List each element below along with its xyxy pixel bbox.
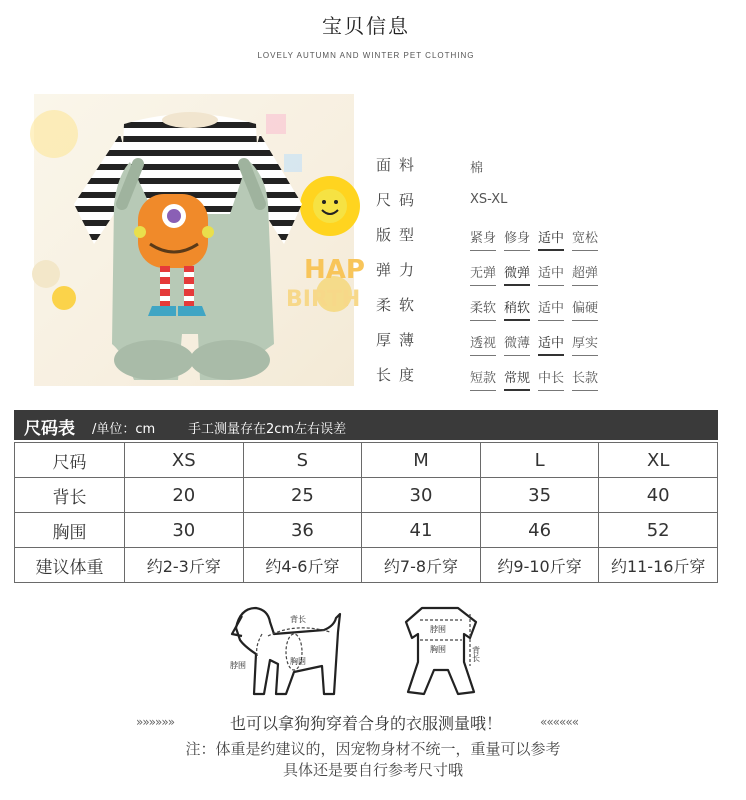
dog-back-label: 背长 bbox=[290, 615, 306, 624]
weight-note-line-1: 注：体重是约建议的，因宠物身材不统一，重量可以参考 bbox=[185, 740, 561, 758]
table-header-cell: S bbox=[243, 443, 362, 478]
table-header-cell: XL bbox=[599, 443, 718, 478]
table-row bbox=[15, 548, 718, 583]
attr-value: 棉 bbox=[470, 161, 484, 176]
cloth-chest-label: 胸围 bbox=[430, 645, 446, 654]
table-header-cell: M bbox=[362, 443, 481, 478]
flower-decoration bbox=[300, 176, 360, 236]
size-chart-note: 手工测量存在2cm左右误差 bbox=[188, 422, 347, 437]
attr-row-thickness bbox=[374, 327, 714, 357]
attr-row-fabric bbox=[374, 152, 714, 182]
table-row bbox=[15, 478, 718, 513]
attr-value: XS-XL bbox=[470, 192, 508, 207]
arrow-decoration-left-icon: »»»»»» bbox=[136, 715, 175, 729]
measure-tip bbox=[0, 711, 732, 733]
table-cell: 约9-10斤穿 bbox=[480, 548, 599, 583]
table-cell: 30 bbox=[125, 513, 244, 548]
product-photo-illustration bbox=[34, 94, 365, 386]
attr-option-selected: 适中 bbox=[538, 332, 564, 356]
table-cell: 约11-16斤穿 bbox=[599, 548, 718, 583]
attr-option: 偏硬 bbox=[572, 297, 598, 321]
attr-option-selected: 微弹 bbox=[504, 262, 530, 286]
table-header-cell: 尺码 bbox=[15, 443, 125, 478]
table-cell: 46 bbox=[480, 513, 599, 548]
attr-option: 中长 bbox=[538, 367, 564, 391]
measurement-diagrams bbox=[226, 600, 516, 704]
attr-label: 尺码 bbox=[376, 191, 423, 209]
table-cell: 约7-8斤穿 bbox=[362, 548, 481, 583]
table-cell: 40 bbox=[599, 478, 718, 513]
attr-option: 宽松 bbox=[572, 227, 598, 251]
table-cell: 20 bbox=[125, 478, 244, 513]
cloth-back-label: 背长 bbox=[471, 646, 481, 662]
page-subtitle: LOVELY AUTUMN AND WINTER PET CLOTHING bbox=[257, 51, 475, 60]
row-label: 胸围 bbox=[15, 513, 125, 548]
table-header-cell: XS bbox=[125, 443, 244, 478]
attr-option: 适中 bbox=[538, 297, 564, 321]
dog-chest-label: 胸围 bbox=[290, 657, 306, 666]
table-header-cell: L bbox=[480, 443, 599, 478]
attr-option: 超弹 bbox=[572, 262, 598, 286]
attr-row-stretch bbox=[374, 257, 714, 287]
attr-label: 柔软 bbox=[376, 296, 423, 314]
dog-diagram bbox=[232, 608, 340, 694]
table-row bbox=[15, 513, 718, 548]
attr-label: 厚薄 bbox=[376, 331, 423, 349]
arrow-decoration-right-icon: «««««« bbox=[540, 715, 579, 729]
attr-option: 短款 bbox=[470, 367, 496, 391]
page-title: 宝贝信息 bbox=[322, 14, 410, 38]
attr-option: 厚实 bbox=[572, 332, 598, 356]
row-label: 建议体重 bbox=[15, 548, 125, 583]
attr-option: 修身 bbox=[504, 227, 530, 251]
table-cell: 41 bbox=[362, 513, 481, 548]
measure-tip-text: 也可以拿狗狗穿着合身的衣服测量哦！ bbox=[229, 714, 502, 733]
table-cell: 52 bbox=[599, 513, 718, 548]
table-cell: 36 bbox=[243, 513, 362, 548]
attr-row-fit bbox=[374, 222, 714, 252]
dog-neck-label: 脖围 bbox=[230, 661, 246, 670]
attr-option: 无弹 bbox=[470, 262, 496, 286]
attr-label: 面料 bbox=[376, 156, 423, 174]
attr-option: 柔软 bbox=[470, 297, 496, 321]
attr-row-softness bbox=[374, 292, 714, 322]
birthday-sign: HAP bbox=[304, 255, 365, 285]
attr-label: 长度 bbox=[376, 366, 423, 384]
attr-option: 长款 bbox=[572, 367, 598, 391]
attr-option-selected: 常规 bbox=[504, 367, 530, 391]
table-header-row bbox=[15, 443, 718, 478]
size-chart-unit: /单位：cm bbox=[92, 422, 156, 437]
product-photo bbox=[34, 94, 365, 386]
size-chart-header-bar bbox=[14, 410, 718, 440]
attr-option-selected: 适中 bbox=[538, 227, 564, 251]
table-cell: 25 bbox=[243, 478, 362, 513]
attr-label: 弹力 bbox=[376, 261, 423, 279]
attr-option: 微薄 bbox=[504, 332, 530, 356]
table-cell: 约2-3斤穿 bbox=[125, 548, 244, 583]
row-label: 背长 bbox=[15, 478, 125, 513]
table-cell: 35 bbox=[480, 478, 599, 513]
weight-note-line-2: 具体还是要自行参考尺寸哦 bbox=[282, 761, 463, 779]
attr-option: 紧身 bbox=[470, 227, 496, 251]
cloth-neck-label: 脖围 bbox=[430, 625, 446, 634]
attr-label: 版型 bbox=[376, 226, 423, 244]
birthday-sign-2: BIRTH bbox=[286, 287, 361, 312]
attr-option-selected: 稍软 bbox=[504, 297, 530, 321]
attr-option: 适中 bbox=[538, 262, 564, 286]
attr-row-length bbox=[374, 362, 714, 392]
size-chart-title: 尺码表 bbox=[24, 419, 75, 439]
size-table bbox=[14, 442, 718, 583]
attr-option: 透视 bbox=[470, 332, 496, 356]
attr-row-size bbox=[374, 187, 714, 217]
table-cell: 30 bbox=[362, 478, 481, 513]
table-cell: 约4-6斤穿 bbox=[243, 548, 362, 583]
